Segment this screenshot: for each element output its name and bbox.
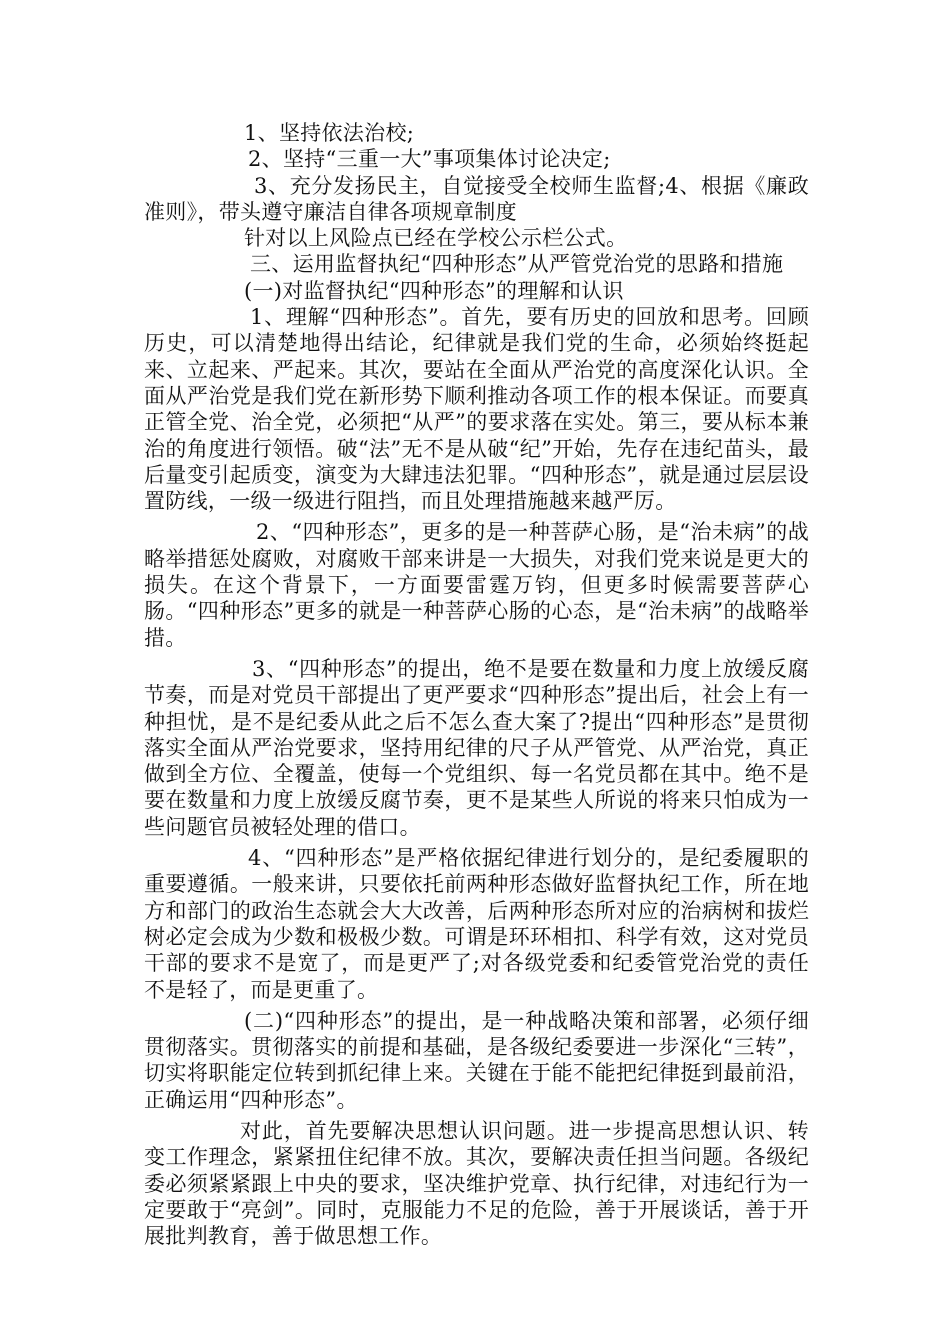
subsection-heading-2: (二)“四种形态”的提出，是一种战略决策和部署，必须仔细贯彻落实。贯彻落实的前提和基础，是各级纪委要进一步深化“三转”，切实将职能定位转到抓纪律上来。关键在于能不能把纪律挺到最前沿，正确运用“四种形态”。 bbox=[144, 1008, 809, 1112]
paragraph-item-3: 3、充分发扬民主，自觉接受全校师生监督;4、根据《廉政准则》，带头遵守廉洁自律各项规章制度 bbox=[144, 173, 809, 224]
document-page bbox=[144, 120, 809, 1249]
paragraph-point-2: 2、“四种形态”，更多的是一种菩萨心肠，是“治未病”的战略举措惩处腐败，对腐败干部来讲是一大损失，对我们党来说是更大的损失。在这个背景下，一方面要雷霆万钧，但更多时候需要菩萨心肠。“四种形态”更多的就是一种菩萨心肠的心态，是“治未病”的战略举措。 bbox=[144, 520, 809, 650]
paragraph-point-4: 4、“四种形态”是严格依据纪律进行划分的，是纪委履职的重要遵循。一般来讲，只要依托前两种形态做好监督执纪工作，所在地方和部门的政治生态就会大大改善，后两种形态所对应的治病树和拔烂树必定会成为少数和极极少数。可谓是环环相扣、科学有效，这对党员干部的要求不是宽了，而是更严了;对各级党委和纪委管党治党的责任不是轻了，而是更重了。 bbox=[144, 846, 809, 1002]
paragraph-point-1: 1、理解“四种形态”。首先，要有历史的回放和思考。回顾历史，可以清楚地得出结论，纪律就是我们党的生命，必须始终挺起来、立起来、严起来。其次，要站在全面从严治党的高度深化认识。全面从严治党是我们党在新形势下顺利推动各项工作的根本保证。而要真正管全党、治全党，必须把“从严”的要求落在实处。第三，要从标本兼治的角度进行领悟。破“法”无不是从破“纪”开始，先存在违纪苗头，最后量变引起质变，演变为大肆违法犯罪。“四种形态”，就是通过层层设置防线，一级一级进行阻挡，而且处理措施越来越严厉。 bbox=[144, 305, 809, 514]
subsection-heading-1: (一)对监督执纪“四种形态”的理解和认识 bbox=[244, 278, 624, 303]
paragraph-conclusion: 对此，首先要解决思想认识问题。进一步提高思想认识、转变工作理念，紧紧扭住纪律不放。其次，要解决责任担当问题。各级纪委必须紧紧跟上中央的要求，坚决维护党章、执行纪律，对违纪行为一定要敢于“亮剑”。同时，克服能力不足的危险，善于开展谈话，善于开展批判教育，善于做思想工作。 bbox=[144, 1118, 809, 1249]
section-heading-3: 三、运用监督执纪“四种形态”从严管党治党的思路和措施 bbox=[250, 252, 784, 277]
paragraph-item-2: 2、坚持“三重一大”事项集体讨论决定; bbox=[248, 147, 611, 172]
paragraph-notice: 针对以上风险点已经在学校公示栏公式。 bbox=[244, 226, 628, 251]
paragraph-point-3: 3、“四种形态”的提出，绝不是要在数量和力度上放缓反腐节奏，而是对党员干部提出了更严要求“四种形态”提出后，社会上有一种担忧，是不是纪委从此之后不怎么查大案了?提出“四种形态”是贯彻落实全面从严治党要求，坚持用纪律的尺子从严管党、从严治党，真正做到全方位、全覆盖，使每一个党组织、每一名党员都在其中。绝不是要在数量和力度上放缓反腐节奏，更不是某些人所说的将来只怕成为一些问题官员被轻处理的借口。 bbox=[144, 656, 809, 839]
paragraph-item-1: 1、坚持依法治校; bbox=[244, 121, 415, 145]
